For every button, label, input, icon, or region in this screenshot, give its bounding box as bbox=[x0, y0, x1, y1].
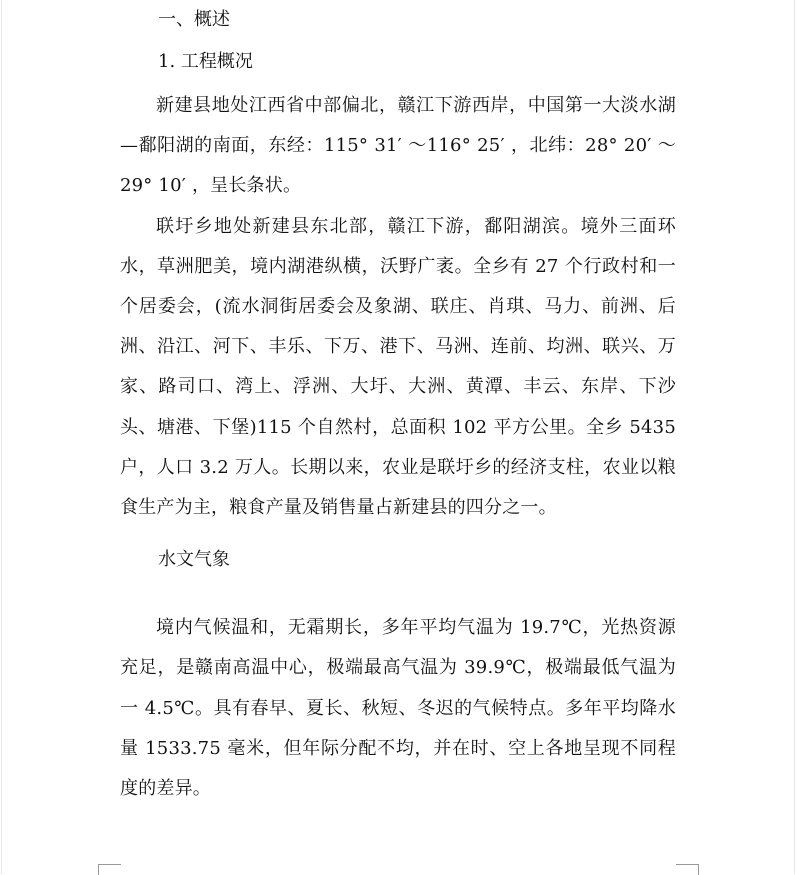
subsection-heading-hydrology: 水文气象 bbox=[158, 549, 230, 571]
paragraph-township: 联圩乡地处新建县东北部，赣江下游，鄱阳湖滨。境外三面环水，草洲肥美，境内湖港纵横，沃野广袤。全乡有 27 个行政村和一个居委会，(流水洞街居委会及象湖、联庄、肖琪、马力、前洲、后洲、沿江、河下、丰乐、下万、港下、马洲、连前、均洲、联兴、万家、路司口、湾上、浮洲、大圩、大洲、黄潭、丰云、东岸、下沙头、塘港、下堡)115 个自然村，总面积 102 平方公里。全乡 5435 户，人口 3.2 万人。长期以来，农业是联圩乡的经济支柱，农业以粮食生产为主，粮食产量及销售量占新建县的四分之一。 bbox=[120, 215, 676, 519]
section-heading: 一、概述 bbox=[158, 9, 230, 30]
page-right-edge bbox=[794, 0, 795, 874]
margin-corner-mark-left bbox=[98, 864, 121, 875]
paragraph-location: 新建县地处江西省中部偏北，赣江下游西岸，中国第一大淡水湖—鄱阳湖的南面，东经：115° 31′ ～116° 25′ ，北纬：28° 20′ ～29° 10′ ，呈长条状。 bbox=[120, 95, 676, 197]
paragraph-climate: 境内气候温和，无霜期长，多年平均气温为 19.7℃，光热资源充足，是赣南高温中心，极端最高气温为 39.9℃，极端最低气温为一 4.5℃。具有春早、夏长、秋短、冬迟的气候特点。多年平均降水量 1533.75 毫米，但年际分配不均，并在时、空上各地呈现不同程度的差异。 bbox=[120, 617, 676, 800]
document-body bbox=[120, 0, 676, 809]
page-left-edge bbox=[1, 0, 2, 874]
margin-corner-mark-right bbox=[676, 864, 699, 875]
subsection-heading: 1. 工程概况 bbox=[158, 51, 253, 72]
